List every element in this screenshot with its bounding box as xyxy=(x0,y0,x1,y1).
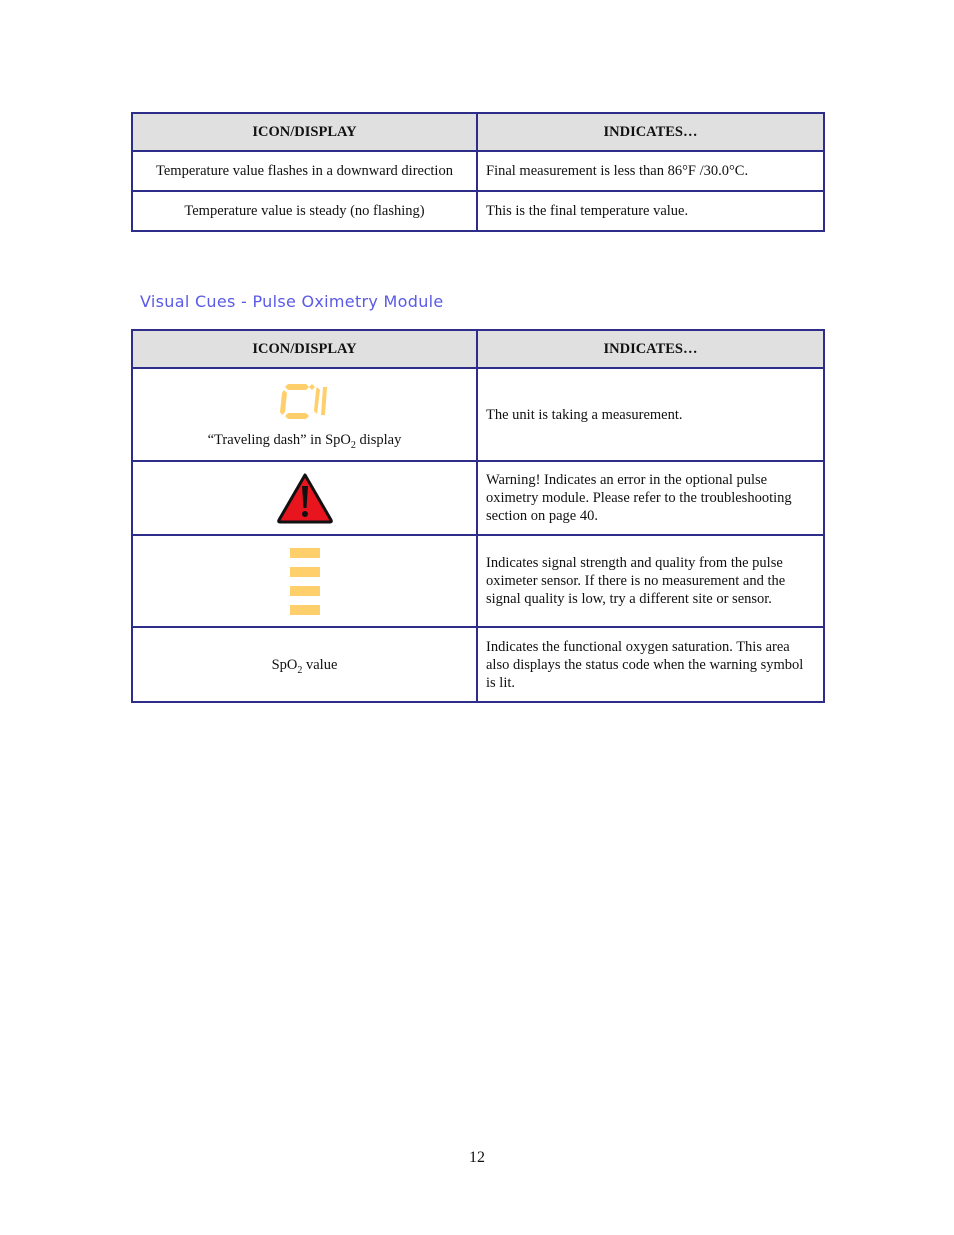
indicates-cell: Final measurement is less than 86°F /30.0°C. xyxy=(477,151,824,191)
display-cell xyxy=(132,535,477,627)
traveling-dash-icon xyxy=(279,381,331,419)
signal-bar xyxy=(290,605,320,615)
display-cell: Temperature value is steady (no flashing) xyxy=(132,191,477,231)
pulse-oximetry-cues-table xyxy=(131,329,825,703)
indicates-cell: This is the final temperature value. xyxy=(477,191,824,231)
column-header-indicates: INDICATES… xyxy=(477,113,824,151)
signal-bar xyxy=(290,567,320,577)
table-row xyxy=(132,627,824,702)
table-row xyxy=(132,151,824,191)
signal-bar xyxy=(290,586,320,596)
spo2-value-caption: SpO$_2$ value xyxy=(271,656,338,676)
display-cell xyxy=(132,368,477,461)
signal-bar xyxy=(290,548,320,558)
column-header-icon-display: ICON/DISPLAY xyxy=(132,113,477,151)
table-header-row xyxy=(132,330,824,368)
traveling-dash-caption: “Traveling dash” in SpO$_2$ display xyxy=(207,431,402,451)
display-cell xyxy=(132,627,477,702)
table-row xyxy=(132,368,824,461)
table-header-row xyxy=(132,113,824,151)
indicates-cell: Warning! Indicates an error in the optional pulse oximetry module. Please refer to the troubleshooting section on page 40. xyxy=(477,461,824,535)
column-header-icon-display: ICON/DISPLAY xyxy=(132,330,477,368)
section-heading: Visual Cues - Pulse Oximetry Module xyxy=(140,292,444,311)
display-cell xyxy=(132,461,477,535)
display-cell: Temperature value flashes in a downward direction xyxy=(132,151,477,191)
page-number: 12 xyxy=(469,1149,485,1166)
table-row xyxy=(132,535,824,627)
signal-strength-icon xyxy=(141,548,468,615)
table-row xyxy=(132,191,824,231)
warning-icon xyxy=(276,472,334,524)
indicates-cell: The unit is taking a measurement. xyxy=(477,368,824,461)
indicates-cell: Indicates signal strength and quality from the pulse oximeter sensor. If there is no measurement and the signal quality is low, try a different site or sensor. xyxy=(477,535,824,627)
table-row xyxy=(132,461,824,535)
temperature-cues-table xyxy=(131,112,825,232)
indicates-cell: Indicates the functional oxygen saturation. This area also displays the status code when the warning symbol is lit. xyxy=(477,627,824,702)
column-header-indicates: INDICATES… xyxy=(477,330,824,368)
